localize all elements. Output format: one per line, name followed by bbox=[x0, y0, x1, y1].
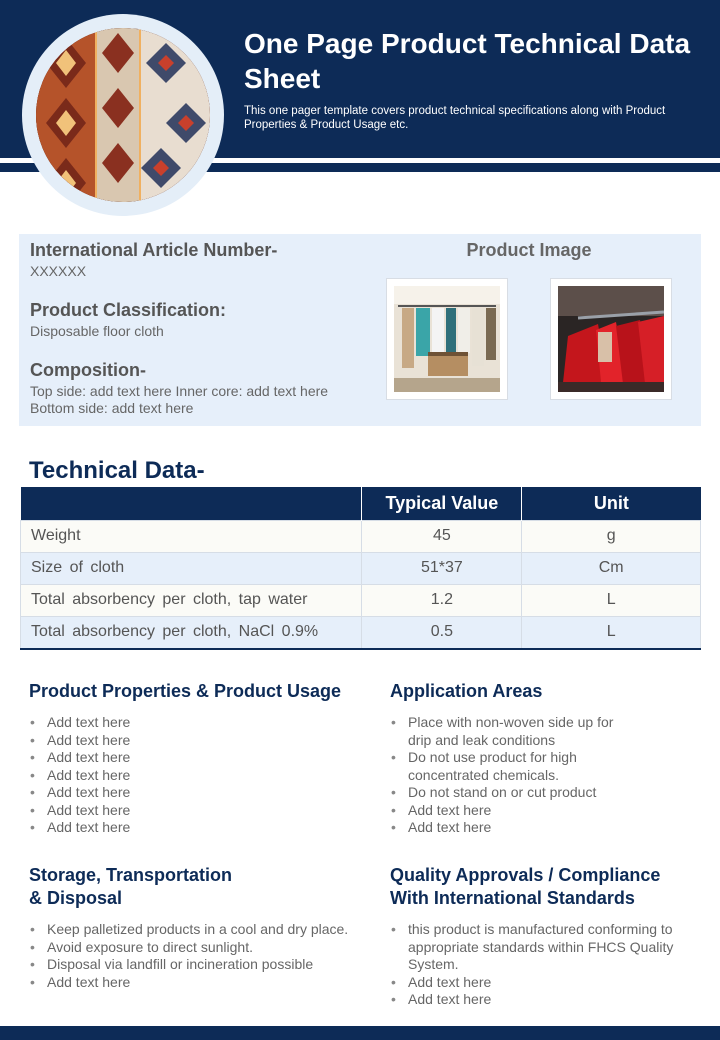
application-title: Application Areas bbox=[390, 681, 543, 701]
list-item: • Add text here bbox=[29, 784, 359, 802]
storage-list bbox=[29, 921, 374, 991]
quality-list bbox=[390, 921, 690, 1009]
page-title: One Page Product Technical Data Sheet bbox=[244, 28, 691, 94]
list-item: • Place with non-woven side up for drip and leak conditions bbox=[390, 714, 640, 749]
page-subtitle: This one pager template covers product technical specifications along with Product Properties & Product Usage etc. bbox=[244, 105, 666, 131]
technical-data-table bbox=[20, 487, 701, 649]
list-item: • Add text here bbox=[29, 714, 359, 732]
list-item: • Add text here bbox=[29, 974, 374, 992]
classification-value: Disposable floor cloth bbox=[30, 323, 164, 339]
list-item: • Do not stand on or cut product bbox=[390, 784, 640, 802]
table-row bbox=[21, 552, 701, 584]
table-bottom-rule bbox=[20, 648, 701, 650]
application-list bbox=[390, 714, 640, 837]
list-item: • Disposal via landfill or incineration possible bbox=[29, 956, 374, 974]
quality-title-line-2: With International Standards bbox=[390, 888, 635, 908]
list-item: • Keep palletized products in a cool and dry place. bbox=[29, 921, 374, 939]
row-parameter: Total absorbency per cloth, tap water bbox=[21, 584, 362, 616]
list-item: • Add text here bbox=[390, 802, 640, 820]
row-value: 51*37 bbox=[362, 552, 522, 584]
composition-line-2: Bottom side: add text here bbox=[30, 400, 194, 416]
row-value: 45 bbox=[362, 520, 522, 552]
list-item: • this product is manufactured conforming to appropriate standards within FHCS Quality System. bbox=[390, 921, 690, 974]
list-item: • Add text here bbox=[29, 767, 359, 785]
product-photo-2 bbox=[550, 278, 672, 400]
properties-title: Product Properties & Product Usage bbox=[29, 681, 342, 701]
storage-title-line-1: Storage, Transportation bbox=[29, 865, 233, 885]
technical-data-title: Technical Data- bbox=[29, 457, 205, 484]
article-number-value: XXXXXX bbox=[30, 263, 87, 279]
list-item: • Avoid exposure to direct sunlight. bbox=[29, 939, 374, 957]
row-value: 0.5 bbox=[362, 616, 522, 648]
list-item: • Add text here bbox=[29, 819, 359, 837]
table-header-row bbox=[21, 487, 701, 520]
classification-label: Product Classification: bbox=[30, 300, 227, 320]
composition-label: Composition- bbox=[30, 360, 146, 380]
article-number-label: International Article Number- bbox=[30, 240, 278, 260]
row-unit: g bbox=[522, 520, 701, 552]
hero-rug-image bbox=[36, 28, 210, 202]
row-unit: L bbox=[522, 584, 701, 616]
row-parameter: Total absorbency per cloth, NaCl 0.9% bbox=[21, 616, 362, 648]
header-unit: Unit bbox=[522, 487, 701, 520]
list-item: • Add text here bbox=[390, 991, 690, 1009]
properties-list bbox=[29, 714, 359, 837]
table-row bbox=[21, 520, 701, 552]
header-typical-value: Typical Value bbox=[362, 487, 522, 520]
row-parameter: Weight bbox=[21, 520, 362, 552]
quality-title-line-1: Quality Approvals / Compliance bbox=[390, 865, 661, 885]
row-unit: L bbox=[522, 616, 701, 648]
product-image-title: Product Image bbox=[466, 240, 592, 260]
list-item: • Do not use product for high concentrated chemicals. bbox=[390, 749, 640, 784]
header-parameter bbox=[21, 487, 362, 520]
storage-title-line-2: & Disposal bbox=[29, 888, 123, 908]
list-item: • Add text here bbox=[390, 819, 640, 837]
list-item: • Add text here bbox=[29, 802, 359, 820]
product-photo-1 bbox=[386, 278, 508, 400]
row-parameter: Size of cloth bbox=[21, 552, 362, 584]
row-unit: Cm bbox=[522, 552, 701, 584]
composition-line-1: Top side: add text here Inner core: add text here bbox=[30, 383, 329, 399]
list-item: • Add text here bbox=[29, 732, 359, 750]
table-row bbox=[21, 584, 701, 616]
table-row bbox=[21, 616, 701, 648]
row-value: 1.2 bbox=[362, 584, 522, 616]
footer-bar bbox=[0, 1026, 720, 1040]
list-item: • Add text here bbox=[390, 974, 690, 992]
list-item: • Add text here bbox=[29, 749, 359, 767]
